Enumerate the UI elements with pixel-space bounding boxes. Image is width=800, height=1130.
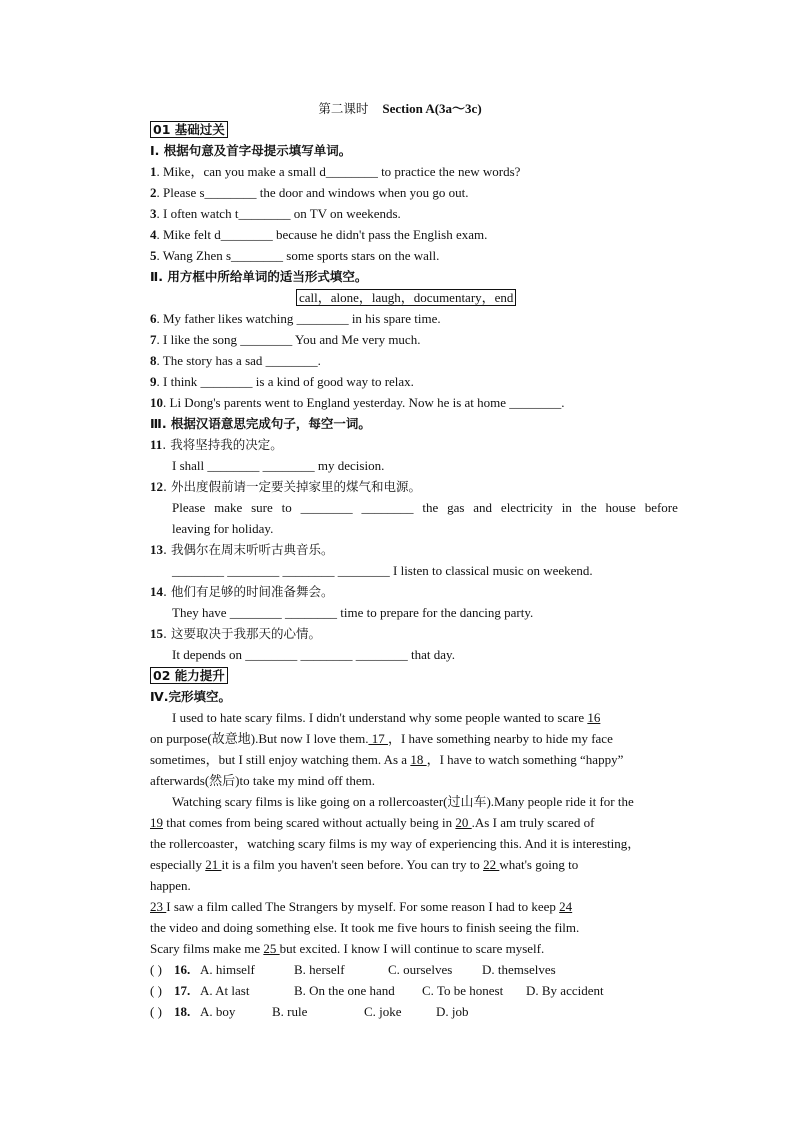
part2-heading: Ⅱ. 用方框中所给单词的适当形式填空。 bbox=[150, 269, 368, 284]
badge-text: 01 基础过关 bbox=[150, 121, 228, 138]
question-8: 8. The story has a sad ________. bbox=[150, 353, 321, 368]
question-6: 6. My father likes watching ________ in his spare time. bbox=[150, 311, 441, 326]
passage-line: Watching scary films is like going on a rollercoaster(过山车).Many people ride it for the bbox=[172, 794, 634, 809]
lesson-label: 第二课时 bbox=[318, 101, 369, 116]
question-4: 4. Mike felt d________ because he didn't pass the English exam. bbox=[150, 227, 488, 242]
question-5: 5. Wang Zhen s________ some sports stars on the wall. bbox=[150, 248, 440, 263]
question-11-cn: 11. 我将坚持我的决定。 bbox=[150, 437, 283, 452]
question-2: 2. Please s________ the door and windows when you go out. bbox=[150, 185, 469, 200]
question-11-en: I shall ________ ________ my decision. bbox=[172, 458, 385, 473]
question-12-cn: 12. 外出度假前请一定要关掉家里的煤气和电源。 bbox=[150, 479, 421, 494]
word-box-text: call，alone，laugh，documentary，end bbox=[296, 289, 516, 306]
part4-heading: Ⅳ.完形填空。 bbox=[150, 689, 231, 704]
part1-heading: Ⅰ. 根据句意及首字母提示填写单词。 bbox=[150, 143, 352, 158]
question-13-cn: 13. 我偶尔在周末听听古典音乐。 bbox=[150, 542, 334, 557]
word-box bbox=[296, 290, 516, 305]
passage-line: especially 21 it is a film you haven't seen before. You can try to 22 what's going to bbox=[150, 857, 579, 872]
passage-line: sometimes，but I still enjoy watching them. As a 18 ，I have to watch something “happy” bbox=[150, 752, 624, 767]
question-15-en: It depends on ________ ________ ________ that day. bbox=[172, 647, 455, 662]
question-14-en: They have ________ ________ time to prepare for the dancing party. bbox=[172, 605, 534, 620]
passage-line: the video and doing something else. It took me five hours to finish seeing the film. bbox=[150, 920, 580, 935]
passage-line: Scary films make me 25 but excited. I know I will continue to scare myself. bbox=[150, 941, 545, 956]
question-1: 1. Mike，can you make a small d________ to practice the new words? bbox=[150, 164, 521, 179]
section-badge-advanced bbox=[150, 668, 228, 683]
question-12-en-line1: Please make sure to ________ ________ the gas and electricity in the house before bbox=[172, 500, 678, 515]
passage-line: 23 I saw a film called The Strangers by myself. For some reason I had to keep 24 bbox=[150, 899, 573, 914]
question-14-cn: 14. 他们有足够的时间准备舞会。 bbox=[150, 584, 334, 599]
question-3: 3. I often watch t________ on TV on weekends. bbox=[150, 206, 401, 221]
question-7: 7. I like the song ________ You and Me very much. bbox=[150, 332, 421, 347]
passage-line: the rollercoaster，watching scary films is my way of experiencing this. And it is interesting， bbox=[150, 836, 641, 851]
option-row-16: ( ) 16. A. himself B. herself C. ourselves D. themselves bbox=[150, 962, 556, 977]
question-9: 9. I think ________ is a kind of good way to relax. bbox=[150, 374, 414, 389]
question-12-en-line2: leaving for holiday. bbox=[172, 521, 274, 536]
option-row-17: ( ) 17. A. At last B. On the one hand C. To be honest D. By accident bbox=[150, 983, 604, 998]
option-row-18: ( ) 18. A. boy B. rule C. joke D. job bbox=[150, 1004, 469, 1019]
passage-line: afterwards(然后)to take my mind off them. bbox=[150, 773, 376, 788]
question-13-en: ________ ________ ________ ________ I listen to classical music on weekend. bbox=[172, 563, 593, 578]
passage-line: on purpose(故意地).But now I love them. 17 ，I have something nearby to hide my face bbox=[150, 731, 613, 746]
passage-line: happen. bbox=[150, 878, 191, 893]
section-label: Section A(3a～3c) bbox=[382, 101, 482, 116]
question-10: 10. Li Dong's parents went to England yesterday. Now he is at home ________. bbox=[150, 395, 565, 410]
page-title bbox=[0, 101, 800, 116]
question-15-cn: 15. 这要取决于我那天的心情。 bbox=[150, 626, 321, 641]
section-badge-basic bbox=[150, 122, 228, 137]
passage-line: 19 that comes from being scared without actually being in 20 .As I am truly scared of bbox=[150, 815, 595, 830]
badge-text: 02 能力提升 bbox=[150, 667, 228, 684]
part3-heading: Ⅲ. 根据汉语意思完成句子，每空一词。 bbox=[150, 416, 371, 431]
passage-line: I used to hate scary films. I didn't understand why some people wanted to scare 16 bbox=[172, 710, 601, 725]
